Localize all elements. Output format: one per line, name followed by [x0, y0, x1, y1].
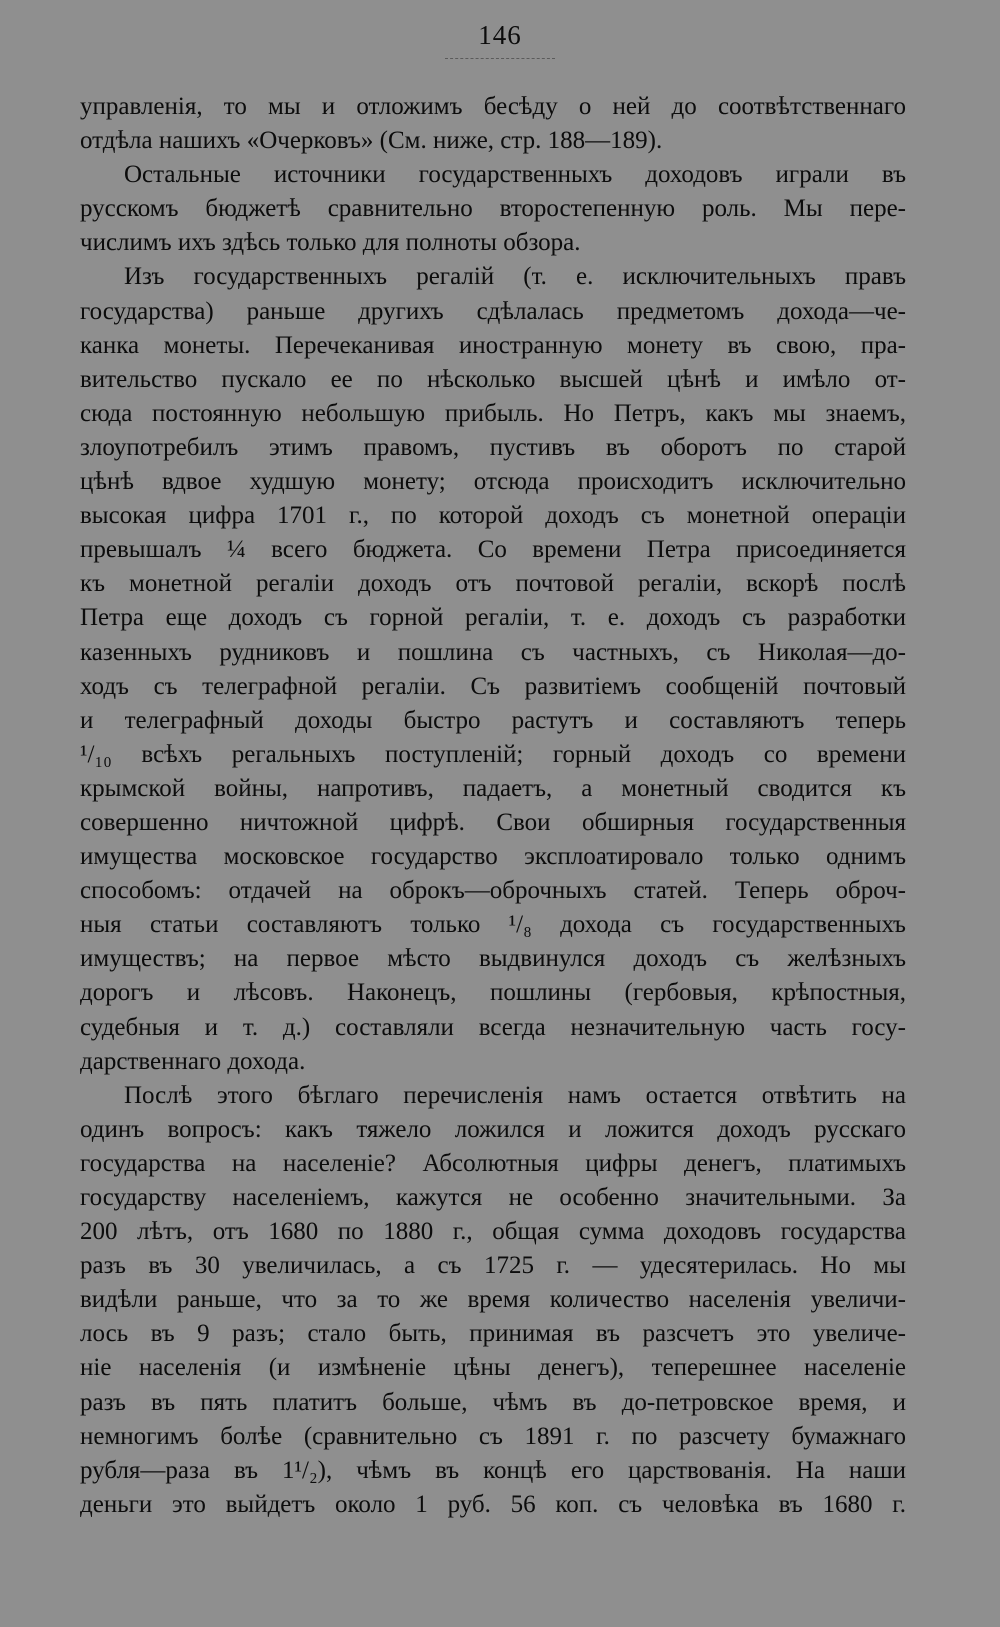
text-line: ныя статьи составляютъ только ¹/₈ дохода съ государственныхъ: [80, 911, 906, 939]
text-line: канка монеты. Перечеканивая иностранную монету въ свою, пра-: [80, 331, 906, 359]
text-line: Изъ государственныхъ регалій (т. е. исключительныхъ правъ: [124, 263, 906, 291]
text-line: видѣли раньше, что за то же время количество населенія увеличи-: [80, 1286, 906, 1314]
text-line: государства на населеніе? Абсолютныя цифры денегъ, платимыхъ: [80, 1149, 906, 1177]
body-text: [80, 90, 906, 1522]
text-line: одинъ вопросъ: какъ тяжело ложился и ложится доходъ русскаго: [80, 1115, 906, 1143]
page-number-rule: [445, 58, 555, 59]
text-line: къ монетной регаліи доходъ отъ почтовой регаліи, вскорѣ послѣ: [80, 570, 906, 598]
text-line: государства) раньше другихъ сдѣлалась предметомъ дохода—че-: [80, 297, 906, 325]
text-line: лось въ 9 разъ; стало быть, принимая въ разсчетъ это увеличе-: [80, 1320, 906, 1348]
text-line: способомъ: отдачей на оброкъ—оброчныхъ статей. Теперь оброч-: [80, 877, 906, 905]
text-line: немногимъ болѣе (сравнительно съ 1891 г. по разсчету бумажнаго: [80, 1422, 906, 1450]
text-line: ¹/₁₀ всѣхъ регальныхъ поступленій; горный доходъ со времени: [80, 740, 906, 768]
text-line: и телеграфный доходы быстро растутъ и составляютъ теперь: [80, 706, 906, 734]
text-line: высокая цифра 1701 г., по которой доходъ съ монетной операціи: [80, 502, 906, 530]
text-line: имуществъ; на первое мѣсто выдвинулся доходъ съ желѣзныхъ: [80, 945, 906, 973]
text-line: сюда постоянную небольшую прибыль. Но Петръ, какъ мы знаемъ,: [80, 399, 906, 427]
text-line: совершенно ничтожной цифрѣ. Свои обширныя государственныя: [80, 808, 906, 836]
text-line: Послѣ этого бѣглаго перечисленія намъ остается отвѣтить на: [124, 1081, 906, 1109]
text-line: дарственнаго дохода.: [80, 1047, 306, 1075]
text-line: злоупотребилъ этимъ правомъ, пустивъ въ оборотъ по старой: [80, 433, 906, 461]
text-line: разъ въ 30 увеличилась, а съ 1725 г. — удесятерилась. Но мы: [80, 1252, 906, 1280]
text-line: управленія, то мы и отложимъ бесѣду о ней до соотвѣтственнаго: [80, 93, 906, 120]
text-line: превышалъ ¼ всего бюджета. Со времени Петра присоединяется: [80, 536, 906, 564]
text-line: рубля—раза въ 1¹/₂), чѣмъ въ концѣ его царствованія. На наши: [80, 1456, 906, 1484]
text-line: имущества московское государство эксплоатировало только однимъ: [80, 843, 906, 871]
text-line: ходъ съ телеграфной регаліи. Съ развитіемъ сообщеній почтовый: [80, 672, 906, 700]
text-line: ніе населенія (и измѣненіе цѣны денегъ), теперешнее населеніе: [80, 1354, 906, 1382]
text-line: деньги это выйдетъ около 1 руб. 56 коп. съ человѣка въ 1680 г.: [80, 1490, 906, 1518]
text-line: разъ въ пять платитъ больше, чѣмъ въ до-петровское время, и: [80, 1388, 906, 1416]
text-line: числимъ ихъ здѣсь только для полноты обзора.: [80, 229, 581, 257]
text-line: отдѣла нашихъ «Очерковъ» (См. ниже, стр. 188—189).: [80, 127, 663, 155]
text-line: крымской войны, напротивъ, падаетъ, а монетный сводится къ: [80, 774, 906, 802]
text-line: дорогъ и лѣсовъ. Наконецъ, пошлины (гербовыя, крѣпостныя,: [80, 979, 906, 1007]
text-line: судебныя и т. д.) составляли всегда незначительную часть госу-: [80, 1013, 906, 1041]
text-line: казенныхъ рудниковъ и пошлина съ частныхъ, съ Николая—до-: [80, 638, 906, 666]
text-line: вительство пускало ее по нѣсколько высшей цѣнѣ и имѣло от-: [80, 365, 906, 393]
text-line: Петра еще доходъ съ горной регаліи, т. е. доходъ съ разработки: [80, 604, 906, 632]
text-line: русскомъ бюджетѣ сравнительно второстепенную роль. Мы пере-: [80, 195, 906, 223]
text-line: государству населеніемъ, кажутся не особенно значительными. За: [80, 1184, 906, 1211]
text-line: 200 лѣтъ, отъ 1680 по 1880 г., общая сумма доходовъ государства: [80, 1218, 906, 1246]
text-line: цѣнѣ вдвое худшую монету; отсюда происходитъ исключительно: [80, 468, 906, 496]
page-number: 146: [478, 20, 522, 50]
text-line: Остальные источники государственныхъ доходовъ играли въ: [124, 161, 906, 189]
